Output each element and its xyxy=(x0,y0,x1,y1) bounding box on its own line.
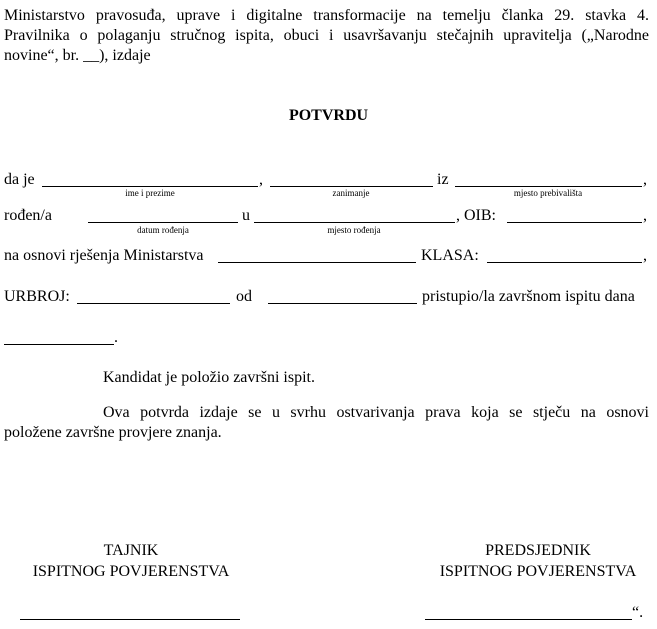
label-pristupio: pristupio/la završnom ispitu dana xyxy=(422,288,635,305)
intro-line-3: novine“, br. __), izdaje xyxy=(4,47,151,64)
comma: , xyxy=(643,247,647,264)
label-u: u xyxy=(242,207,250,224)
president-title: PREDSJEDNIK xyxy=(485,542,591,559)
document-title: POTVRDU xyxy=(288,107,369,124)
comma: , xyxy=(643,207,647,224)
residence-field[interactable] xyxy=(455,186,642,187)
label-klasa: KLASA: xyxy=(421,247,479,264)
closing-quote: “. xyxy=(632,604,644,621)
hint-name: ime i prezime xyxy=(125,188,175,198)
secretary-subtitle: ISPITNOG POVJERENSTVA xyxy=(32,563,230,580)
decision-field[interactable] xyxy=(218,262,416,263)
hint-birth-date: datum rođenja xyxy=(137,225,189,235)
passed-statement: Kandidat je položio završni ispit. xyxy=(103,369,315,386)
label-na-osnovi: na osnovi rješenja Ministarstva xyxy=(4,247,204,264)
intro-line-2: Pravilnika o polaganju stručnog ispita, obuci i usavršavanju stečajnih upravitelja („Narodne xyxy=(4,27,649,44)
date-field[interactable] xyxy=(268,303,417,304)
comma: , xyxy=(259,171,263,188)
secretary-title: TAJNIK xyxy=(103,542,159,559)
purpose-line-2: položene završne provjere znanja. xyxy=(4,424,222,441)
comma: , xyxy=(643,171,647,188)
klasa-field[interactable] xyxy=(487,262,642,263)
label-oib: , OIB: xyxy=(456,207,496,224)
label-roden: rođen/a xyxy=(4,207,52,224)
secretary-signature-line[interactable] xyxy=(20,619,240,620)
oib-field[interactable] xyxy=(507,222,642,223)
occupation-field[interactable] xyxy=(270,186,433,187)
purpose-line-1: Ova potvrda izdaje se u svrhu ostvarivanja prava koja se stječu na osnovi xyxy=(103,404,649,421)
intro-line-1: Ministarstvo pravosuđa, uprave i digitalne transformacije na temelju članka 29. stavka 4. xyxy=(4,7,649,24)
exam-date-field[interactable] xyxy=(4,344,114,345)
president-subtitle: ISPITNOG POVJERENSTVA xyxy=(439,563,637,580)
label-od: od xyxy=(236,288,252,305)
hint-birth-place: mjesto rođenja xyxy=(327,225,381,235)
name-field[interactable] xyxy=(42,186,258,187)
urbroj-field[interactable] xyxy=(77,303,230,304)
hint-occupation: zanimanje xyxy=(332,188,370,198)
label-da-je: da je xyxy=(4,171,35,188)
hint-residence: mjesto prebivališta xyxy=(513,188,583,198)
period: . xyxy=(114,329,118,346)
birth-place-field[interactable] xyxy=(254,222,455,223)
birth-date-field[interactable] xyxy=(88,222,238,223)
president-signature-line[interactable] xyxy=(425,619,632,620)
label-iz: iz xyxy=(437,171,449,188)
label-urbroj: URBROJ: xyxy=(4,288,70,305)
